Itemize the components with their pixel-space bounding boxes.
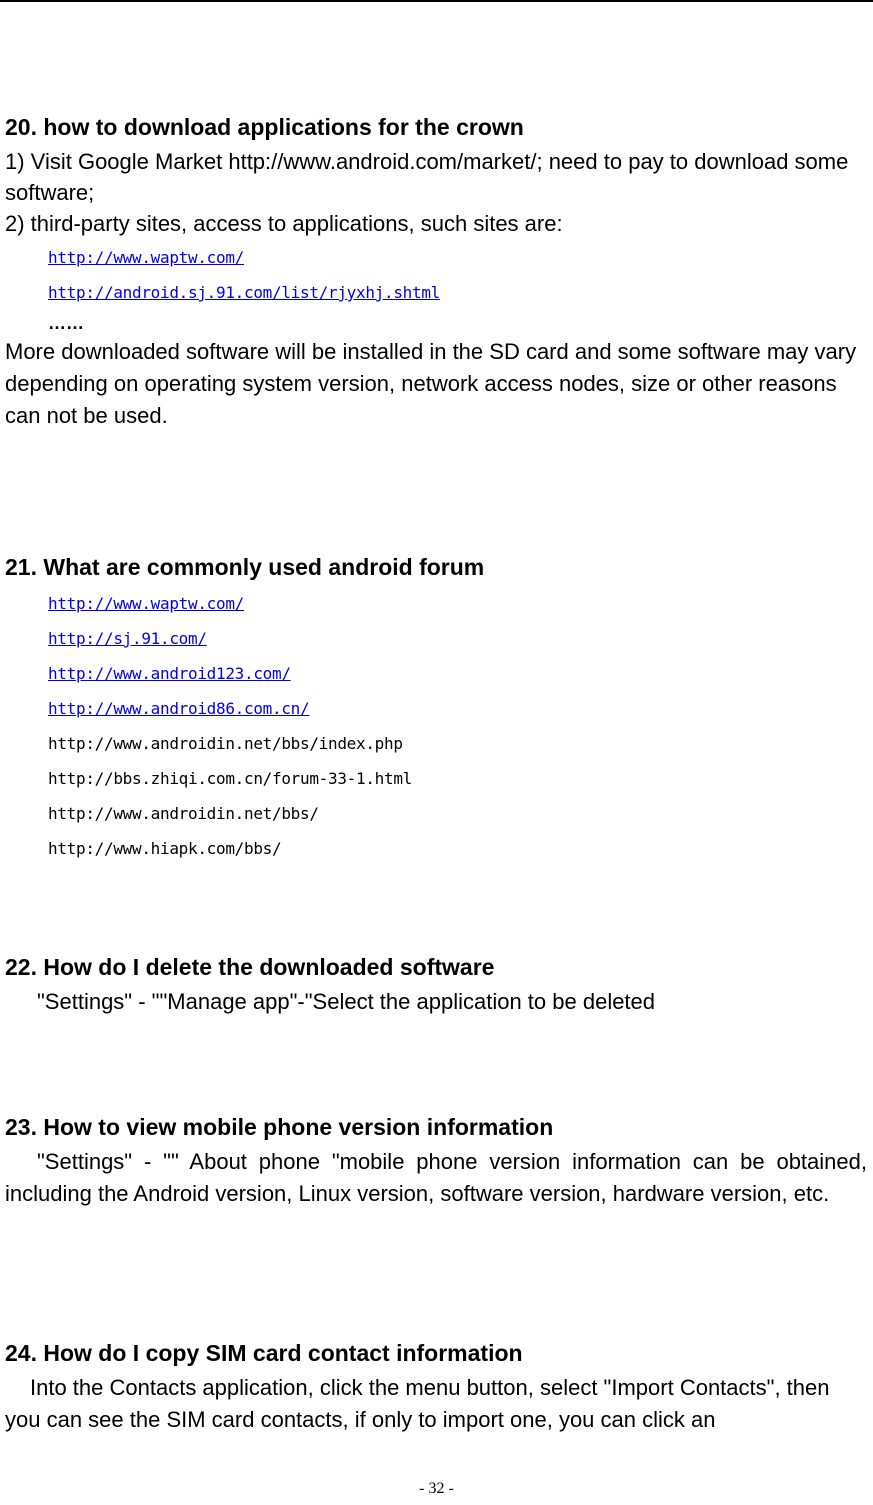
note-paragraph: More downloaded software will be installed in the SD card and some software may vary depending on operating system version, network access nodes, size or other reasons can not be used. (5, 339, 857, 428)
paragraph: 2) third-party sites, access to applications, such sites are: (5, 211, 563, 236)
forum-link[interactable]: http://www.waptw.com/ (48, 594, 244, 613)
section-heading: 23. How to view mobile phone version information (5, 1114, 554, 1140)
site-link[interactable]: http://www.waptw.com/ (48, 248, 244, 267)
paragraph: 1) Visit Google Market http://www.android.com/market/; need to pay to download some software; (5, 149, 849, 205)
site-link[interactable]: http://android.sj.91.com/list/rjyxhj.shtml (48, 283, 440, 302)
forum-url-text: http://www.androidin.net/bbs/index.php (48, 734, 403, 753)
section-heading: 22. How do I delete the downloaded software (5, 954, 495, 980)
section-23 (5, 1112, 867, 1338)
forum-link-list (48, 586, 867, 866)
top-rule (0, 0, 873, 2)
ellipsis: …… (48, 313, 84, 333)
forum-link[interactable]: http://www.android123.com/ (48, 664, 291, 683)
section-22 (5, 952, 867, 1112)
forum-url-text: http://www.androidin.net/bbs/ (48, 804, 319, 823)
page-number: - 32 - (419, 1480, 454, 1497)
forum-link[interactable]: http://www.android86.com.cn/ (48, 699, 310, 718)
forum-url-text: http://www.hiapk.com/bbs/ (48, 839, 282, 858)
section-heading: 20. how to download applications for the crown (5, 114, 524, 140)
document-body (5, 112, 867, 1436)
site-link-list (48, 240, 867, 310)
section-20 (5, 112, 867, 552)
section-heading: 21. What are commonly used android forum (5, 554, 485, 580)
section-24 (5, 1338, 867, 1436)
paragraph: Into the Contacts application, click the menu button, select "Import Contacts", then you can see the SIM card contacts, if only to import one, you can click an (5, 1375, 830, 1432)
paragraph: "Settings" - ""Manage app"-"Select the application to be deleted (37, 989, 656, 1014)
forum-url-text: http://bbs.zhiqi.com.cn/forum-33-1.html (48, 769, 412, 788)
paragraph: "Settings" - "" About phone "mobile phone version information can be obtained, including the Android version, Linux version, software version, hardware version, etc. (5, 1149, 867, 1206)
section-21 (5, 552, 867, 952)
section-heading: 24. How do I copy SIM card contact information (5, 1340, 523, 1366)
forum-link[interactable]: http://sj.91.com/ (48, 629, 207, 648)
